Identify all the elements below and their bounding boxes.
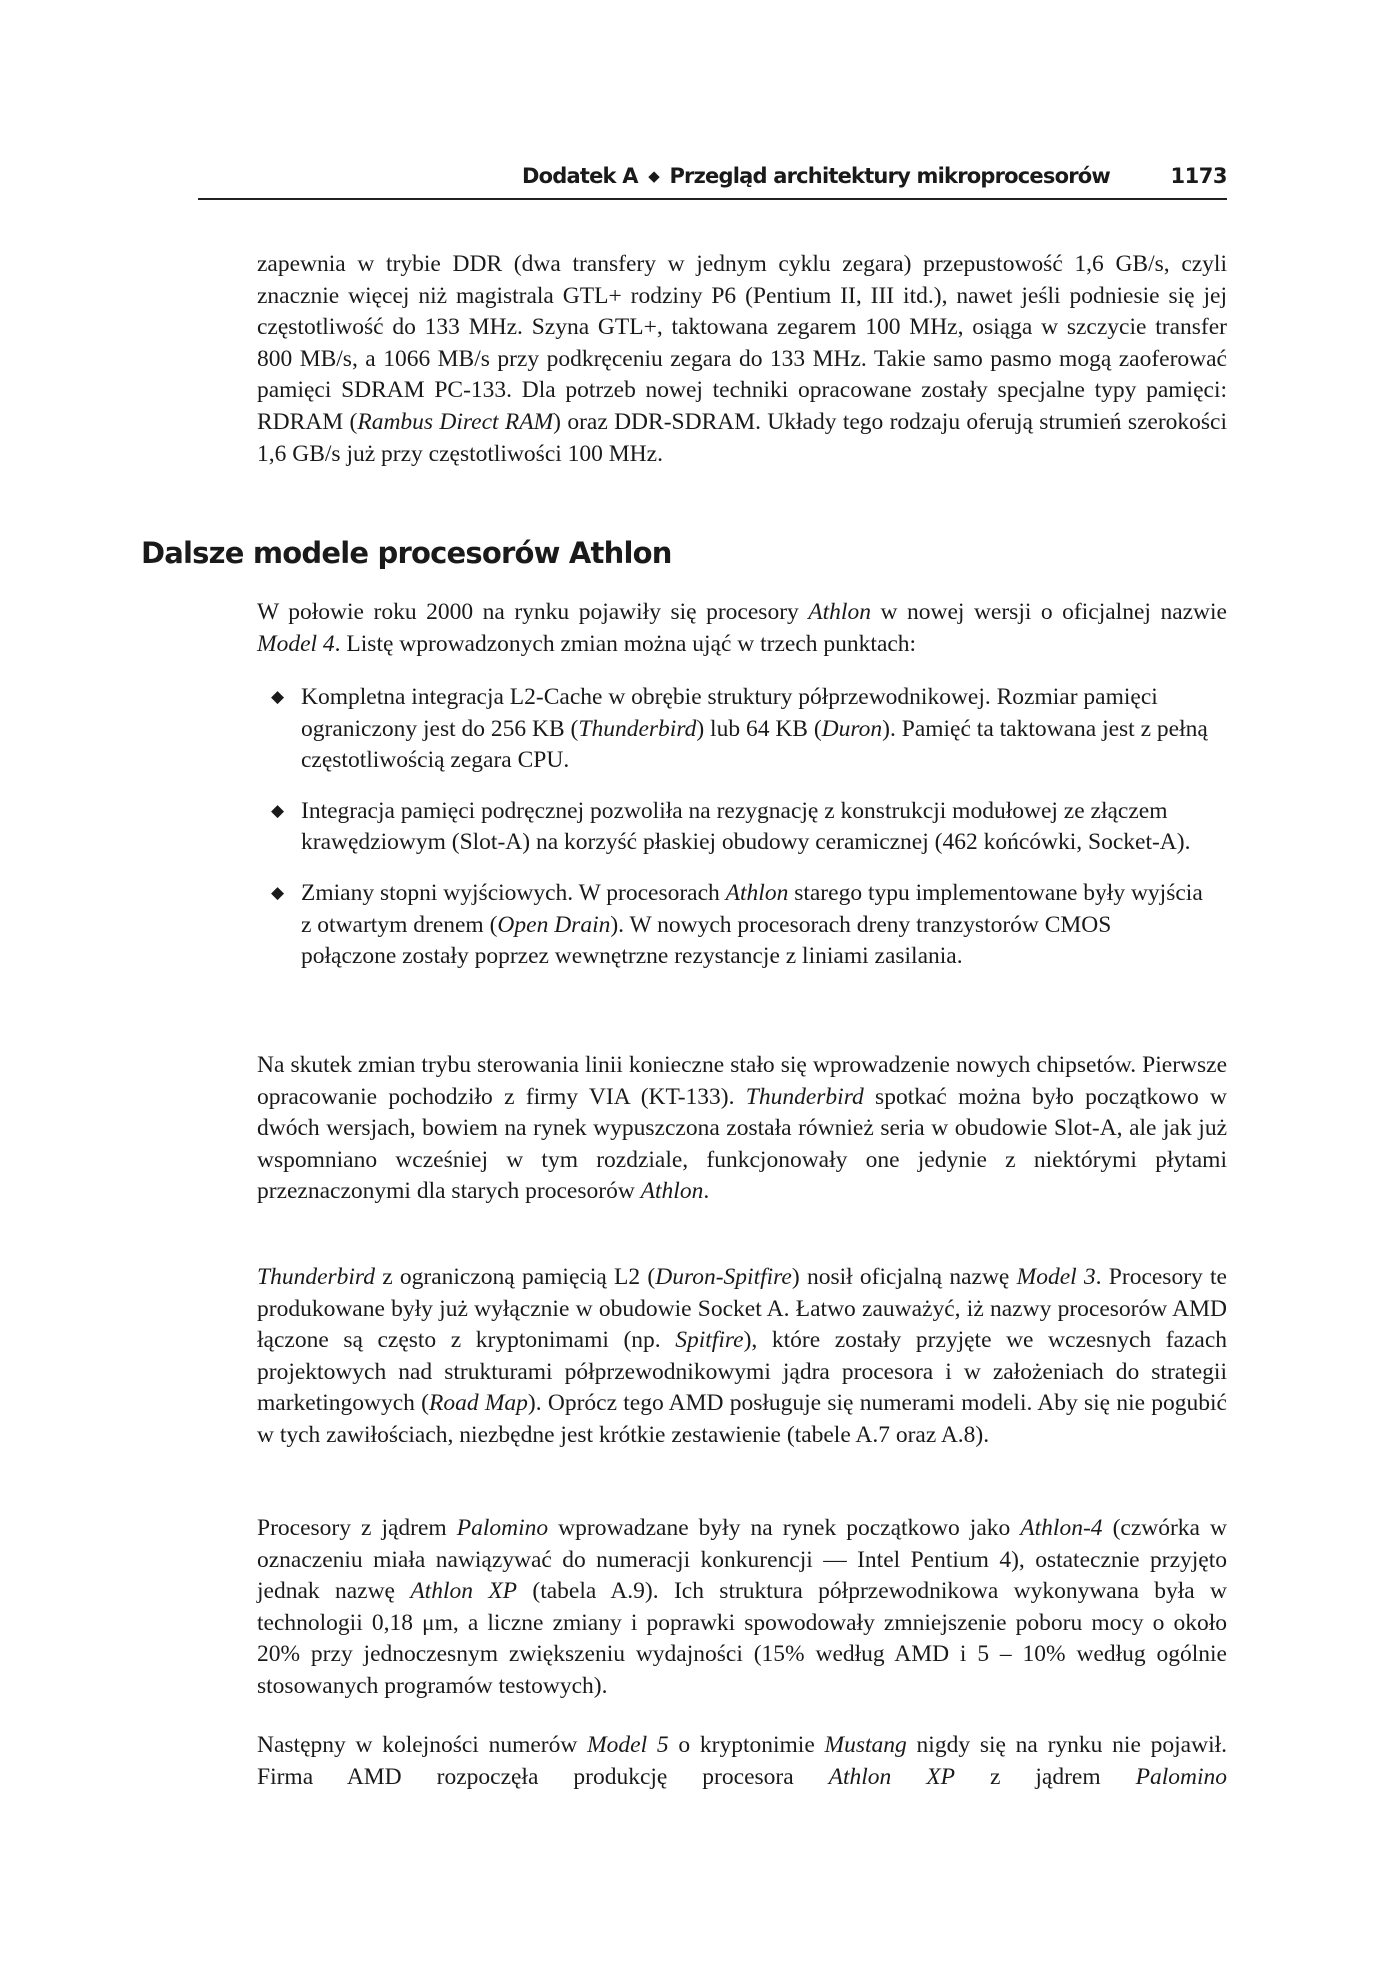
intro-paragraph: zapewnia w trybie DDR (dwa transfery w jednym cyklu zegara) przepustowość 1,6 GB/s, czyli znacznie więcej niż magistrala GTL+ rodziny P6 (Pentium II, III itd.), nawet jeśli podniesie się jej częstotliwość do 133 MHz. Szyna GTL+, taktowana zegarem 100 MHz, osiąga w szczycie transfer 800 MB/s, a 1066 MB/s przy podkręceniu zegara do 133 MHz. Takie samo pasmo mogą zaoferować pamięci SDRAM PC-133. Dla potrzeb nowej techniki opracowane zostały specjalne typy pamięci: RDRAM (Rambus Direct RAM) oraz DDR-SDRAM. Układy tego rodzaju oferują strumień szerokości 1,6 GB/s już przy częstotliwości 100 MHz. — [257, 251, 1228, 467]
running-title-topic: Przegląd architektury mikroprocesorów — [669, 164, 1110, 188]
diamond-bullet-icon: ◆ — [271, 882, 285, 903]
page-number: 1173 — [1170, 164, 1227, 188]
mustang-paragraph: Następny w kolejności numerów Model 5 o kryptonimie Mustang nigdy się na rynku nie pojawił. Firma AMD rozpoczęła produkcję procesora Athlon XP z jądrem Palomino — [257, 1732, 1228, 1790]
bullet-list — [271, 682, 1211, 992]
list-item-text: Integracja pamięci podręcznej pozwoliła na rezygnację z konstrukcji modułowej ze złączem krawędziowym (Slot-A) na korzyść płaskiej obudowy ceramicznej (462 końcówki, Socket-A). — [301, 797, 1191, 856]
list-item — [271, 878, 1211, 973]
section-heading: Dalsze modele procesorów Athlon — [141, 536, 672, 570]
list-item-text: Zmiany stopni wyjściowych. W procesorach Athlon starego typu implementowane były wyjścia z otwartym drenem (Open Drain). W nowych procesorach dreny tranzystorów CMOS połączone zostały poprzez wewnętrzne rezystancje z liniami zasilania. — [301, 879, 1203, 970]
palomino-paragraph: Procesory z jądrem Palomino wprowadzane były na rynek początkowo jako Athlon-4 (czwórka w oznaczeniu miała nawiązywać do numeracji konkurencji — Intel Pentium 4), ostatecznie przyjęto jednak nazwę Athlon XP (tabela A.9). Ich struktura półprzewodnikowa wykonywana była w technologii 0,18 μm, a liczne zmiany i poprawki spowodowały zmniejszenie poboru mocy o około 20% przy jednoczesnym zwiększeniu wydajności (15% według AMD i 5 – 10% według ogólnie stosowanych programów testowych). — [257, 1515, 1228, 1699]
diamond-separator-icon: ◆ — [648, 167, 659, 185]
list-item-text: Kompletna integracja L2-Cache w obrębie struktury półprzewodnikowej. Rozmiar pamięci ograniczony jest do 256 KB (Thunderbird) lub 64 KB (Duron). Pamięć ta taktowana jest z pełną częstotliwością zegara CPU. — [301, 684, 1208, 774]
list-item — [271, 796, 1211, 859]
diamond-bullet-icon: ◆ — [271, 687, 285, 707]
diamond-bullet-icon: ◆ — [271, 800, 285, 821]
thunderbird-paragraph: Thunderbird z ograniczoną pamięcią L2 (Duron-Spitfire) nosił oficjalną nazwę Model 3. Procesory te produkowane były już wyłącznie w obudowie Socket A. Łatwo zauważyć, iż nazwy procesorów AMD łączone są często z kryptonimami (np. Spitfire), które zostały przyjęte we wczesnych fazach projektowych nad strukturami półprzewodnikowymi jądra procesora i w założeniach do strategii marketingowych (Road Map). Oprócz tego AMD posługuje się numerami modeli. Aby się nie pogubić w tych zawiłościach, niezbędne jest krótkie zestawienie (tabele A.7 oraz A.8). — [257, 1264, 1228, 1448]
chipsets-paragraph: Na skutek zmian trybu sterowania linii konieczne stało się wprowadzenie nowych chipsetów. Pierwsze opracowanie pochodziło z firmy VIA (KT-133). Thunderbird spotkać można było początkowo w dwóch wersjach, bowiem na rynek wypuszczona została również seria w obudowie Slot-A, ale jak już wspomniano wcześniej w tym rozdziale, funkcjonowały one jedynie z niektórymi płytami przeznaczonymi dla starych procesorów Athlon. — [257, 1052, 1227, 1205]
list-item — [271, 682, 1211, 777]
model4-paragraph: W połowie roku 2000 na rynku pojawiły się procesory Athlon w nowej wersji o oficjalnej nazwie Model 4. Listę wprowadzonych zmian można ująć w trzech punktach: — [257, 599, 1227, 657]
running-title — [522, 164, 1110, 188]
running-title-chapter: Dodatek A — [522, 164, 638, 188]
running-header — [198, 160, 1227, 200]
